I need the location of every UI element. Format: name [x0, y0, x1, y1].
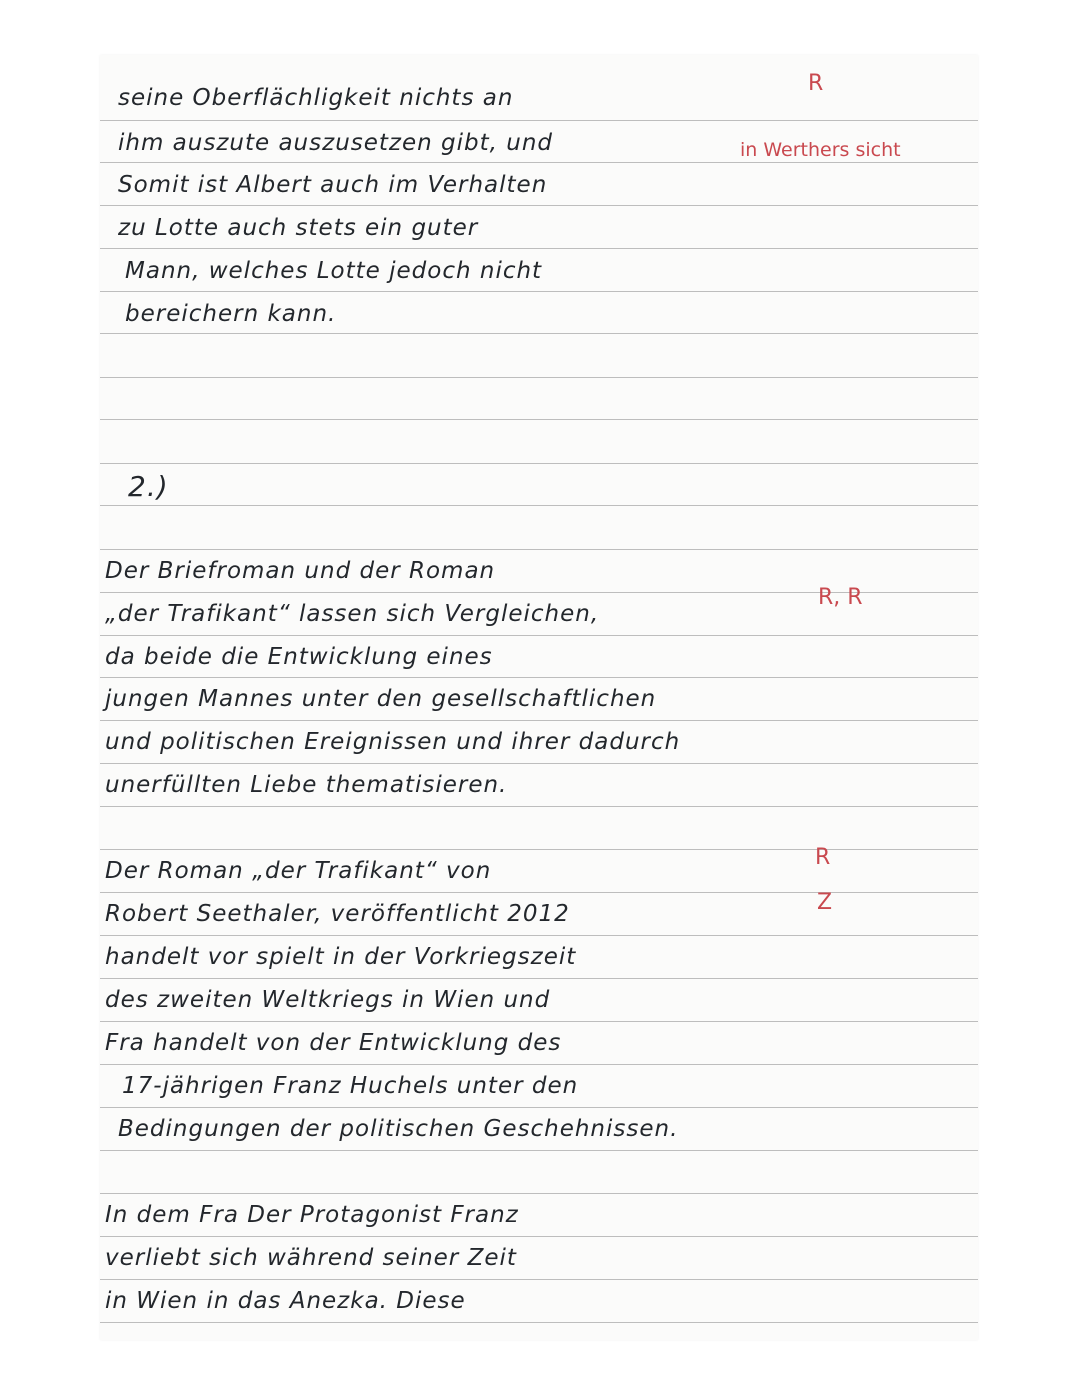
correction-mark: R	[815, 845, 831, 870]
ruled-line	[100, 935, 978, 936]
ruled-line	[100, 505, 978, 506]
ruled-line	[100, 978, 978, 979]
ruled-line	[100, 419, 978, 420]
ruled-line	[100, 377, 978, 378]
text-line: und politischen Ereignissen und ihrer dadurch	[105, 729, 681, 755]
ruled-line	[100, 549, 978, 550]
text-line: da beide die Entwicklung eines	[105, 644, 493, 670]
margin-correction: in Werthers sicht	[740, 139, 901, 161]
ruled-line	[100, 1193, 978, 1194]
text-line: verliebt sich während seiner Zeit	[105, 1245, 517, 1271]
ruled-line	[100, 120, 978, 121]
text-line: zu Lotte auch stets ein guter	[118, 215, 479, 241]
text-line: seine Oberflächligkeit nichts an	[118, 85, 514, 111]
correction-mark: R	[808, 71, 824, 96]
ruled-line	[100, 162, 978, 163]
ruled-line	[100, 892, 978, 893]
text-line: In dem Fra Der Protagonist Franz	[105, 1202, 519, 1228]
ruled-line	[100, 291, 978, 292]
ruled-line	[100, 635, 978, 636]
ruled-line	[100, 205, 978, 206]
text-line: Der Briefroman und der Roman	[105, 558, 496, 584]
ruled-line	[100, 763, 978, 764]
text-line: bereichern kann.	[125, 301, 337, 327]
correction-mark: Z	[817, 890, 833, 915]
text-line: Fra handelt von der Entwicklung des	[105, 1030, 562, 1056]
text-line: Mann, welches Lotte jedoch nicht	[125, 258, 543, 284]
ruled-line	[100, 677, 978, 678]
text-line: unerfüllten Liebe thematisieren.	[105, 772, 508, 798]
text-line: Robert Seethaler, veröffentlicht 2012	[105, 901, 570, 927]
ruled-line	[100, 333, 978, 334]
ruled-line	[100, 1064, 978, 1065]
correction-mark: R, R	[818, 585, 863, 610]
text-line: Somit ist Albert auch im Verhalten	[118, 172, 548, 198]
ruled-line	[100, 248, 978, 249]
ruled-line	[100, 806, 978, 807]
ruled-line	[100, 1279, 978, 1280]
text-line: des zweiten Weltkriegs in Wien und	[105, 987, 551, 1013]
ruled-line	[100, 1236, 978, 1237]
text-line: in Wien in das Anezka. Diese	[105, 1288, 466, 1314]
ruled-line	[100, 463, 978, 464]
text-line: 17-jährigen Franz Huchels unter den	[122, 1073, 579, 1099]
notebook-page	[100, 55, 978, 1340]
text-line: Bedingungen der politischen Geschehnissen.	[118, 1116, 679, 1142]
ruled-line	[100, 1107, 978, 1108]
ruled-line	[100, 1150, 978, 1151]
text-line: „der Trafikant“ lassen sich Vergleichen,	[105, 601, 600, 627]
section-number: 2.)	[128, 470, 169, 503]
text-line: ihm auszute auszusetzen gibt, und	[118, 130, 554, 156]
text-line: jungen Mannes unter den gesellschaftlichen	[105, 686, 657, 712]
ruled-line	[100, 1021, 978, 1022]
ruled-line	[100, 720, 978, 721]
ruled-line	[100, 1322, 978, 1323]
text-line: Der Roman „der Trafikant“ von	[105, 858, 492, 884]
text-line: handelt vor spielt in der Vorkriegszeit	[105, 944, 577, 970]
ruled-line	[100, 849, 978, 850]
